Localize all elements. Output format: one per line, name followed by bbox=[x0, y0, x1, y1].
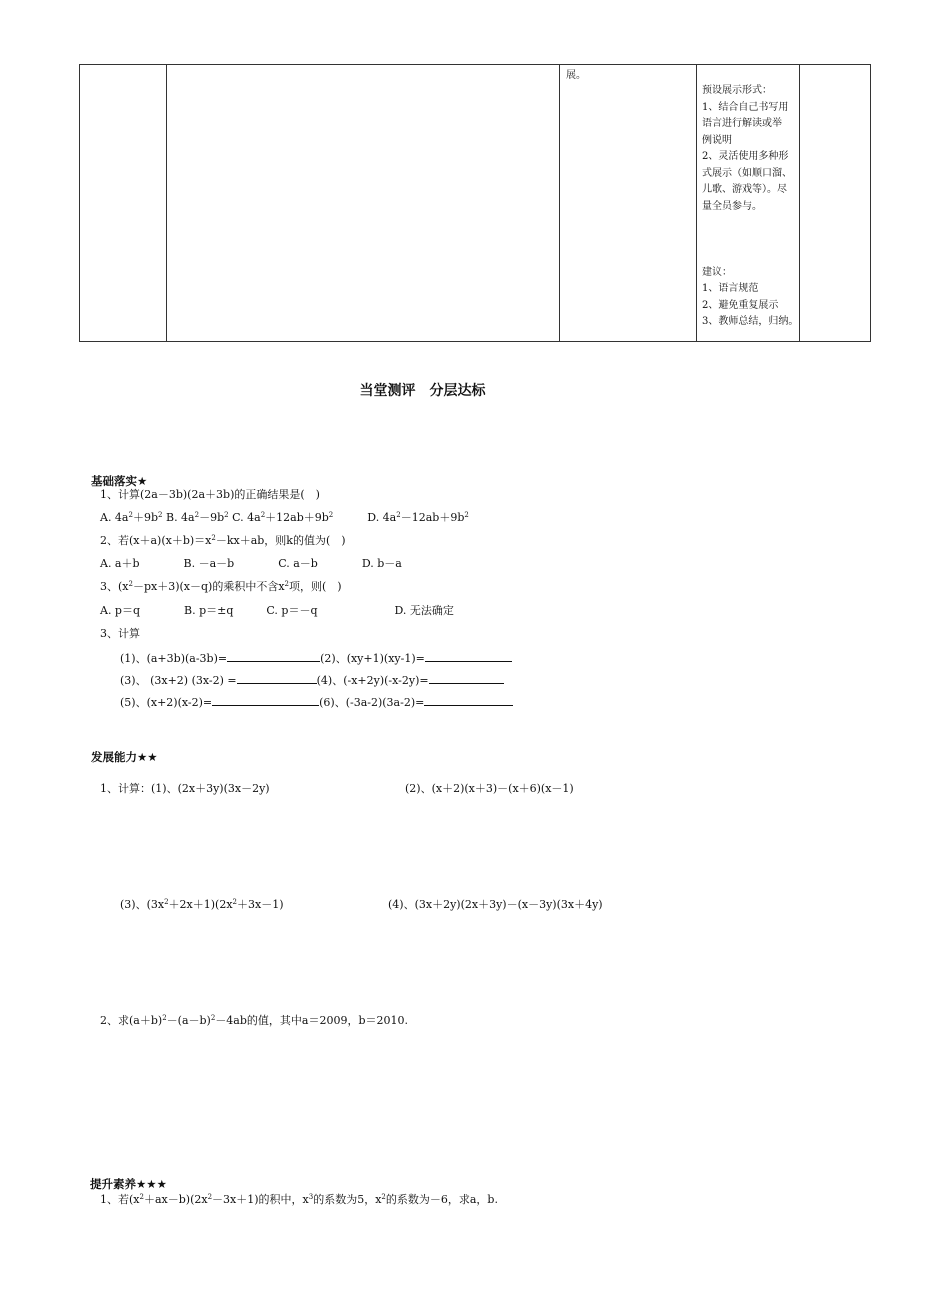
problem-1-2: (2)、(x＋2)(x＋3)－(x＋6)(x－1) bbox=[405, 782, 574, 795]
question-2: 2、若$(x+a)(x+b)=x^2-kx+ab$，则k的值为( ) bbox=[100, 534, 346, 547]
table-note-line: 建议： bbox=[702, 266, 732, 278]
table-col-divider bbox=[166, 65, 167, 341]
lesson-table bbox=[79, 64, 871, 342]
page-title: 当堂测评 分层达标 bbox=[359, 383, 486, 399]
table-note-line bbox=[702, 248, 798, 265]
answer-blank[interactable] bbox=[237, 672, 317, 684]
section-heading-advance: 提升素养★★★ bbox=[90, 1177, 167, 1191]
question-3: 3、$(x^2-px+3)(x-q)$的乘积中不含$x^2$项，则( ) bbox=[100, 580, 342, 593]
question-1: 1、计算(2a－3b)(2a＋3b)的正确结果是( ) bbox=[100, 488, 320, 501]
answer-blank[interactable] bbox=[429, 672, 504, 684]
table-note-line: 3、教师总结，归纳。 bbox=[702, 316, 799, 327]
section-heading-develop: 发展能力★★ bbox=[91, 750, 158, 764]
table-note-line: 1、结合自己书写用 bbox=[702, 101, 789, 113]
table-cell-notes bbox=[702, 83, 798, 331]
table-cell-text: 展。 bbox=[566, 70, 586, 81]
advance-question-1: 1、若$(x^2+ax-b)(2x^2-3x+1)$的积中，$x^3$的系数为5，$x^2$的系数为－6，求a，b. bbox=[100, 1193, 498, 1206]
table-note-line bbox=[702, 232, 798, 249]
question-2-options: A. a＋b B. －a－b C. a－b D. b－a bbox=[100, 557, 402, 570]
table-note-line: 例说明 bbox=[702, 134, 732, 146]
table-note-line: 儿歌、游戏等）。尽 bbox=[702, 184, 787, 195]
table-note-line: 预设展示形式： bbox=[702, 85, 772, 96]
question-3-options: A. p＝q B. p＝±q C. p＝－q D. 无法确定 bbox=[100, 604, 454, 617]
question-1-options: A. $4a^2+9b^2$ B. $4a^2-9b^2$ C. $4a^2+12ab+9b^2$ D. $4a^2-12ab+9b^2$ bbox=[100, 511, 469, 524]
problem-2: 2、求$(a+b)^2-(a-b)^2-4ab$的值，其中a＝2009，b＝2010. bbox=[100, 1014, 408, 1027]
question-4: 3、计算 bbox=[100, 627, 140, 640]
answer-blank[interactable] bbox=[212, 694, 319, 706]
table-note-line: 2、灵活使用多种形 bbox=[702, 151, 789, 162]
table-border-left bbox=[79, 65, 80, 341]
problem-1-1: 1、计算：(1)、(2x＋3y)(3x－2y) bbox=[100, 782, 270, 795]
answer-blank[interactable] bbox=[227, 650, 320, 662]
table-note-line bbox=[702, 215, 798, 232]
calc-row-3: (5)、(x+2)(x-2)= (6)、(-3a-2)(3a-2)= bbox=[120, 694, 513, 710]
answer-blank[interactable] bbox=[425, 650, 512, 662]
table-note-line: 式展示（如顺口溜、 bbox=[702, 167, 792, 179]
answer-blank[interactable] bbox=[424, 694, 513, 706]
table-col-divider bbox=[559, 65, 560, 341]
table-col-divider bbox=[696, 65, 697, 341]
table-border-right bbox=[870, 65, 871, 341]
problem-1-4: (4)、(3x＋2y)(2x＋3y)－(x－3y)(3x＋4y) bbox=[388, 898, 603, 911]
section-heading-basic: 基础落实★ bbox=[91, 474, 148, 488]
table-note-line: 1、语言规范 bbox=[702, 283, 759, 294]
table-note-line: 语言进行解读或举 bbox=[702, 118, 782, 129]
calc-row-1: (1)、(a+3b)(a-3b)= (2)、(xy+1)(xy-1)= bbox=[120, 650, 512, 666]
calc-row-2: (3)、 (3x+2) (3x-2) = (4)、(-x+2y)(-x-2y)= bbox=[120, 672, 504, 688]
table-note-line: 2、避免重复展示 bbox=[702, 299, 779, 311]
table-col-divider bbox=[799, 65, 800, 341]
table-note-line: 量全员参与。 bbox=[702, 200, 762, 212]
problem-1-3: (3)、$(3x^2+2x+1)(2x^2+3x-1)$ bbox=[120, 898, 284, 911]
